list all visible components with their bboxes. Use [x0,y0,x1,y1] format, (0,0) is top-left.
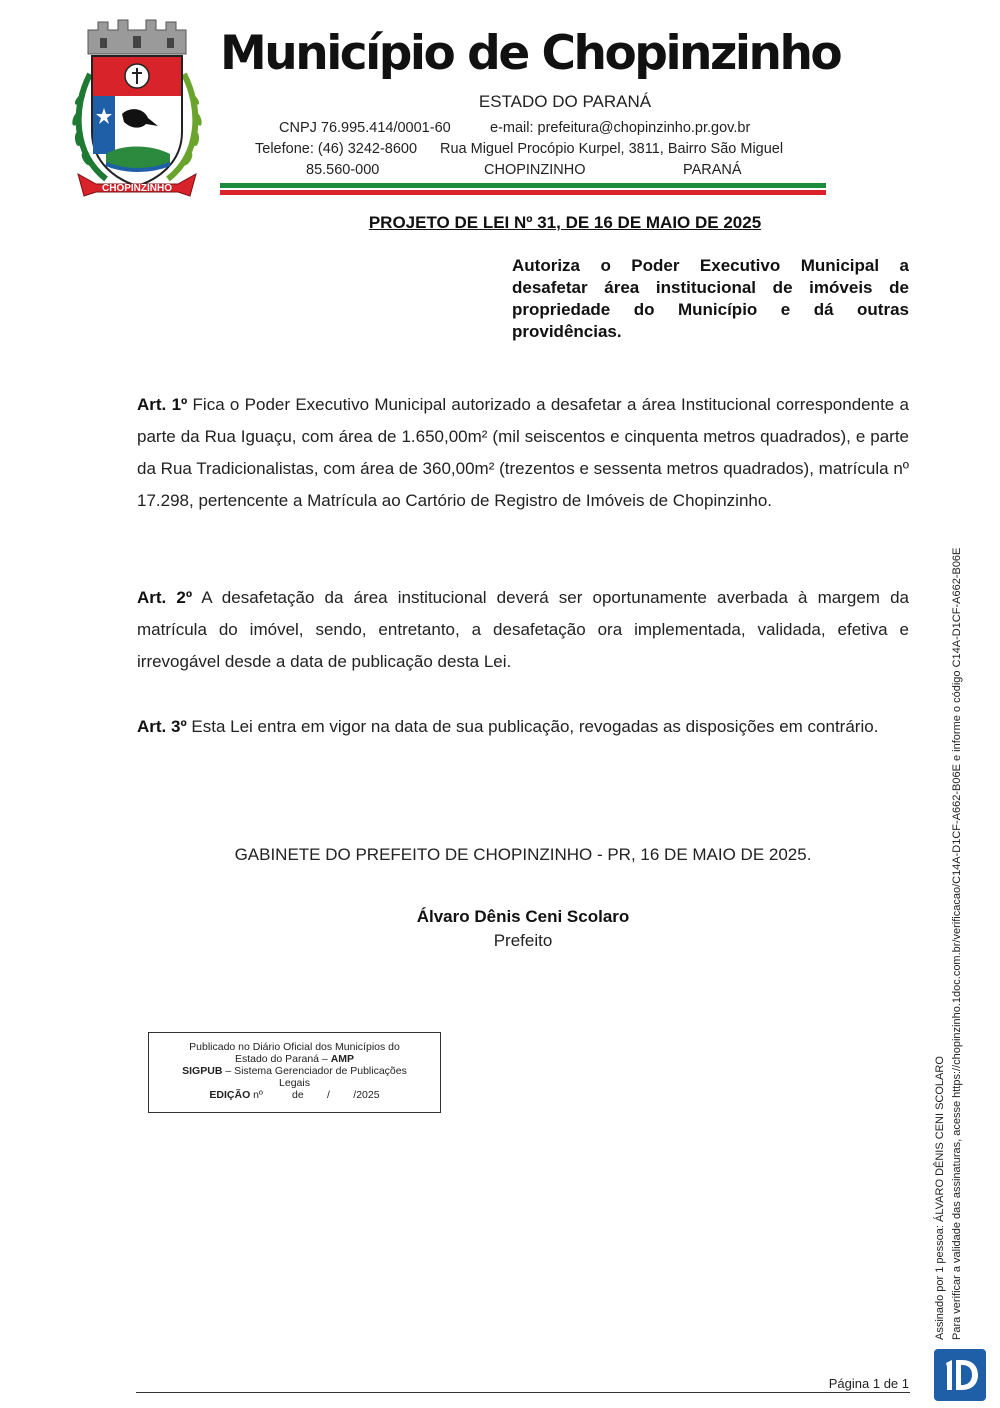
article-1-label: Art. 1º [137,395,188,414]
article-2 [137,582,909,678]
pub-line-1: Publicado no Diário Oficial dos Municípios do [189,1041,400,1053]
signer-role: Prefeito [493,931,553,950]
address-text: Rua Miguel Procópio Kurpel, 3811, Bairro São Miguel [440,141,784,157]
closing-line: GABINETE DO PREFEITO DE CHOPINZINHO - PR, 16 DE MAIO DE 2025. [234,845,812,864]
pub-line-4: Legais [279,1077,310,1089]
article-1 [137,389,909,517]
cnpj-text: CNPJ 76.995.414/0001-60 [279,120,451,136]
article-2-text: A desafetação da área institucional deverá ser oportunamente averbada à margem da matrícula do imóvel, sendo, entretanto, a desafetação ora implementada, validada, efetiva e irrevogável desde a data de publicação desta Lei. [137,588,909,671]
onedoc-logo-icon [934,1349,986,1401]
ementa-text: Autoriza o Poder Executivo Municipal a desafetar área institucional de imóveis de propriedade do Município e dá outras providências. [512,256,909,341]
pub-line-2: Estado do Paraná – AMP [234,1053,355,1065]
header-color-bar [220,183,826,195]
municipality-title: Município de Chopinzinho [220,26,841,81]
city-text: CHOPINZINHO [484,162,586,178]
signature-line-1: Assinado por 1 pessoa: ÁLVARO DÊNIS CENI SCOLARO [934,1056,946,1340]
phone-text: Telefone: (46) 3242-8600 [255,141,418,157]
email-text: e-mail: prefeitura@chopinzinho.pr.gov.br [490,120,751,136]
article-1-text: Fica o Poder Executivo Municipal autorizado a desafetar a área Institucional correspondente a parte da Rua Iguaçu, com área de 1.650,00m² (mil seiscentos e cinquenta metros quadrados), e parte da Rua Tradicionalistas, com área de 360,00m² (trezentos e sessenta metros quadrados), matrícula nº 17.298, pertencente a Matrícula ao Cartório de Registro de Imóveis de Chopinzinho. [137,395,909,510]
crest-ribbon-text: CHOPINZINHO [102,183,172,194]
cep-text: 85.560-000 [306,162,380,178]
article-3-text: Esta Lei entra em vigor na data de sua publicação, revogadas as disposições em contrário. [191,717,879,736]
article-3-label: Art. 3º [137,717,187,736]
signature-verification-strip [932,410,972,1340]
article-3 [137,711,909,743]
municipal-coat-of-arms [66,14,208,204]
state-name: ESTADO DO PARANÁ [478,92,652,111]
page-number: Página 1 de 1 [828,1376,909,1391]
pub-line-3: SIGPUB – Sistema Gerenciador de Publicações [182,1065,407,1077]
pub-edition: EDIÇÃO nº de / /2025 [209,1089,380,1101]
footer-divider [136,1392,910,1393]
signature-line-2: Para verificar a validade das assinaturas, acesse https://chopinzinho.1doc.com.br/verificacao/C14A-D1CF-A662-B06E e informe o código C14A-D1CF-A662-B06E [951,547,963,1340]
uf-text: PARANÁ [683,162,742,178]
document-title: PROJETO DE LEI Nº 31, DE 16 DE MAIO DE 2025 [368,213,762,232]
signer-name: Álvaro Dênis Ceni Scolaro [416,907,630,926]
publication-stamp-box [148,1032,441,1113]
article-2-label: Art. 2º [137,588,193,607]
